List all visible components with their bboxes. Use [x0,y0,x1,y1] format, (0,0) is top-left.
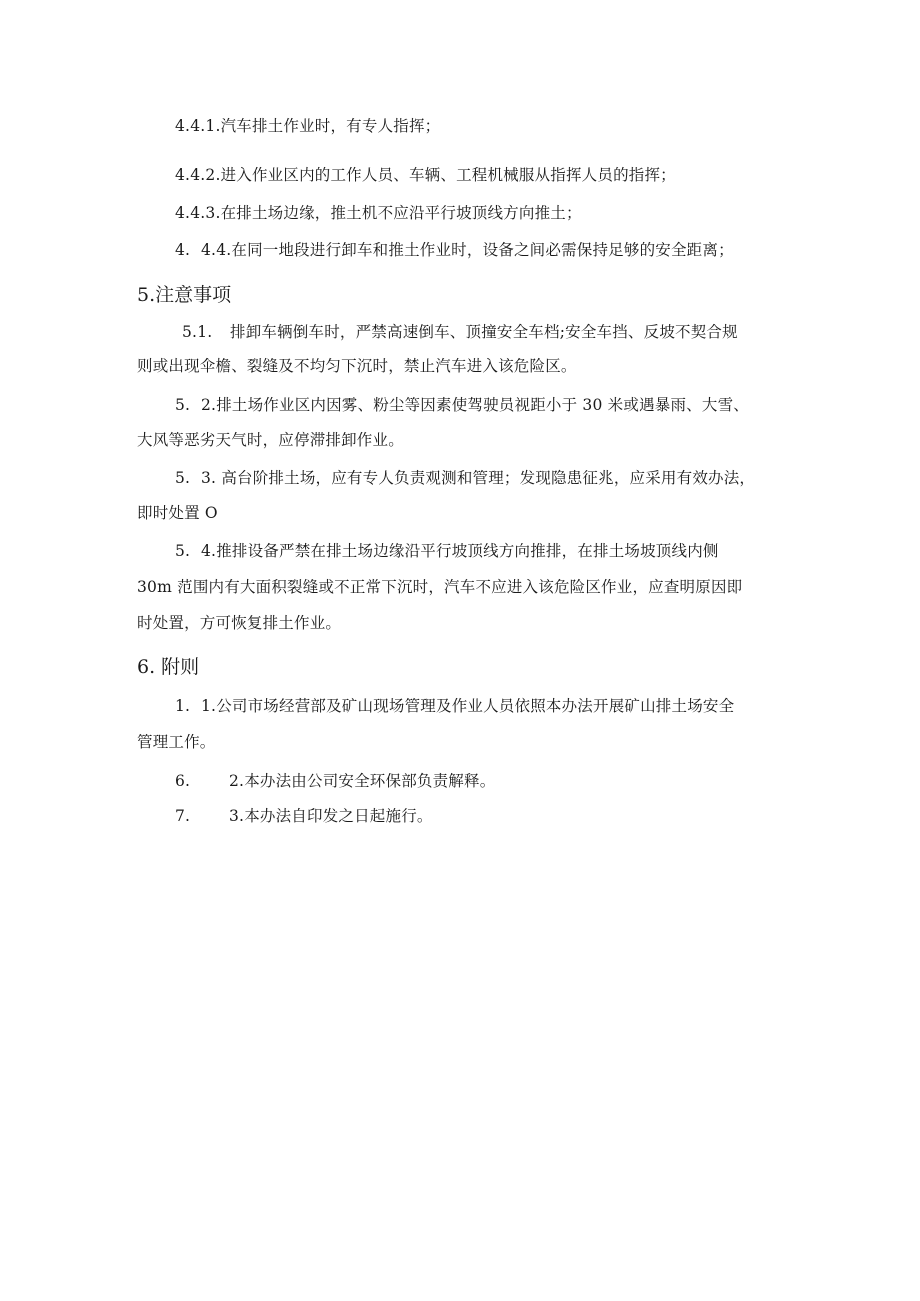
item-6-3-text1: 3.本办法自印发之日起施行。 [229,807,433,825]
item-4-4-4-text: 4.4.在同一地段进行卸车和推土作业时，设备之间必需保持足够的安全距离； [201,241,734,259]
item-4-4-2-text: 4.4.2.进入作业区内的工作人员、车辆、工程机械服从指挥人员的指挥； [175,166,676,184]
item-5-4-number: 5. [175,542,191,560]
item-5-2-number: 5. [175,396,191,414]
item-6-1-text1: 1.公司市场经营部及矿山现场管理及作业人员依照本办法开展矿山排土场安全 [201,697,735,715]
item-6-2-number: 6. [175,772,191,790]
item-5-3-line2: 即时处置 O [137,504,218,522]
item-5-2-line1 [175,395,749,415]
item-4-4-2 [175,165,676,185]
item-6-2-line1 [175,771,495,791]
item-4-4-1-text: 4.4.1.汽车排土作业时，有专人指挥； [175,117,441,135]
item-4-4-3 [175,203,582,223]
item-5-1-text1: 排卸车辆倒车时，严禁高速倒车、顶撞安全车档;安全车挡、反坡不契合规 [230,323,738,341]
item-5-4-line3: 时处置，方可恢复排土作业。 [137,614,342,632]
item-5-3-line1 [175,468,755,488]
item-6-1-line1 [175,696,734,716]
item-5-2-line2: 大风等恶劣天气时，应停滞排卸作业。 [137,431,404,449]
item-6-2-text1: 2.本办法由公司安全环保部负责解释。 [229,772,496,790]
item-6-3-number: 7. [175,807,191,825]
section-5-heading: 5.注意事项 [137,284,232,306]
item-4-4-4 [175,240,734,260]
item-4-4-1 [175,116,440,136]
item-6-1-number: 1. [175,697,191,715]
item-6-1-line2: 管理工作。 [137,733,216,751]
item-4-4-4-number: 4. [175,241,191,259]
item-5-4-line1 [175,541,719,561]
section-6-heading: 6. 附则 [137,656,200,678]
item-5-3-text1: 3. 高台阶排土场，应有专人负责观测和管理；发现隐患征兆，应采用有效办法， [201,469,756,487]
item-5-3-number: 5. [175,469,191,487]
item-4-4-3-text: 4.4.3.在排土场边缘，推土机不应沿平行坡顶线方向推土； [175,204,582,222]
item-5-2-text1: 2.排土场作业区内因雾、粉尘等因素使驾驶员视距小于 30 米或遇暴雨、大雪、 [201,396,749,414]
item-6-3-line1 [175,806,433,826]
item-5-4-line2: 30m 范围内有大面积裂缝或不正常下沉时，汽车不应进入该危险区作业，应查明原因即 [137,578,743,596]
item-5-1-number: 5.1. [182,323,213,341]
item-5-1-line1 [182,322,738,342]
item-5-1-line2: 则或出现伞檐、裂缝及不均匀下沉时，禁止汽车进入该危险区。 [137,357,577,375]
item-5-4-text1: 4.推排设备严禁在排土场边缘沿平行坡顶线方向推排，在排土场坡顶线内侧 [201,542,719,560]
